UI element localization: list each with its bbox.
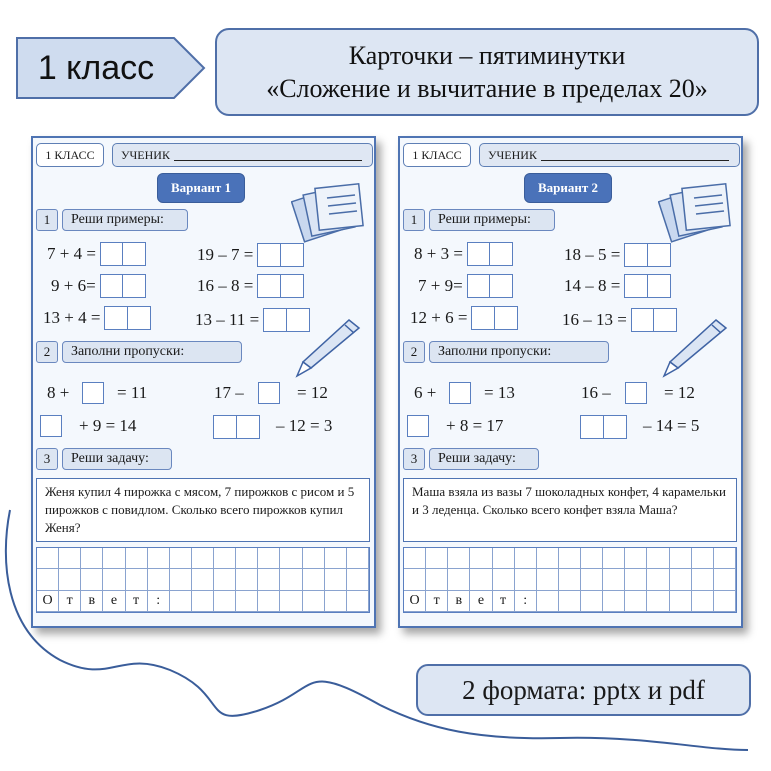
answer-cells[interactable] [467,242,514,266]
answer-letter: : [515,591,537,612]
blank-box[interactable] [407,415,429,437]
worksheet-card-2 [398,136,743,628]
fill-row: 6 + [414,383,437,402]
task-1-number: 1 [36,209,58,231]
example-row: 9 + 6= [51,274,146,298]
fill-result: + 8 = 17 [446,416,504,435]
answer-letter: т [59,591,81,612]
example-row: 7 + 4 = [47,242,146,266]
class-label: 1 КЛАСС [36,143,104,167]
answer-letter: О [37,591,59,612]
answer-letter: : [148,591,170,612]
notebook-icon [291,176,371,246]
fill-result: – 14 = 5 [643,416,700,435]
title-line-1: Карточки – пятиминутки [348,41,626,70]
pen-icon [293,316,363,378]
answer-cells[interactable] [100,274,147,298]
fill-row: 8 + [47,383,70,402]
pen-icon [660,316,730,378]
student-label: УЧЕНИК [488,147,537,162]
fill-result: + 9 = 14 [79,416,137,435]
title-banner [215,28,759,116]
blank-box[interactable] [625,382,647,404]
task-3-label: Реши задачу: [429,448,539,470]
example-row: 13 – 11 = [195,308,310,332]
example-row: 19 – 7 = [197,243,304,267]
task-1-label: Реши примеры: [429,209,555,231]
student-name-line[interactable] [541,150,729,161]
fill-result: = 13 [484,383,515,402]
answer-letter: т [493,591,515,612]
answer-cells[interactable] [257,243,304,267]
fill-result: = 12 [297,383,328,402]
task-2-number: 2 [36,341,58,363]
example-row: 16 – 13 = [562,308,677,332]
answer-letter: в [81,591,103,612]
grade-banner [16,37,206,99]
answer-grid[interactable] [403,547,737,613]
task-3-label: Реши задачу: [62,448,172,470]
answer-letter: т [126,591,148,612]
fill-result: – 12 = 3 [276,416,333,435]
answer-cells[interactable] [104,306,151,330]
example-row: 14 – 8 = [564,274,671,298]
task-3-number: 3 [36,448,58,470]
student-field[interactable] [112,143,373,167]
title-line-2: «Сложение и вычитание в пределах 20» [266,74,708,103]
class-label: 1 КЛАСС [403,143,471,167]
variant-badge: Вариант 1 [157,173,245,203]
fill-row: 17 – [214,383,244,402]
word-problem: Маша взяла из вазы 7 шоколадных конфет, 4 карамельки и 3 леденца. Сколько всего конфет взяла Маша? [403,478,737,542]
task-1-number: 1 [403,209,425,231]
variant-badge: Вариант 2 [524,173,612,203]
answer-cells[interactable] [624,274,671,298]
task-2-label: Заполни пропуски: [429,341,609,363]
example-row: 16 – 8 = [197,274,304,298]
task-3-number: 3 [403,448,425,470]
answer-cells[interactable] [257,274,304,298]
blank-box[interactable] [82,382,104,404]
student-name-line[interactable] [174,150,362,161]
formats-badge: 2 формата: pptx и pdf [416,664,751,716]
worksheet-card-1 [31,136,376,628]
answer-letter: е [103,591,125,612]
blank-box[interactable] [40,415,62,437]
blank-cells[interactable] [213,415,260,439]
example-row: 7 + 9= [418,274,513,298]
example-row: 12 + 6 = [410,306,518,330]
answer-cells[interactable] [467,274,514,298]
blank-cells[interactable] [580,415,627,439]
example-row: 13 + 4 = [43,306,151,330]
answer-letter: т [426,591,448,612]
answer-cells[interactable] [100,242,147,266]
example-row: 8 + 3 = [414,242,513,266]
answer-letter: в [448,591,470,612]
student-label: УЧЕНИК [121,147,170,162]
answer-grid[interactable] [36,547,370,613]
answer-cells[interactable] [471,306,518,330]
example-row: 18 – 5 = [564,243,671,267]
fill-row: 16 – [581,383,611,402]
task-1-label: Реши примеры: [62,209,188,231]
blank-box[interactable] [449,382,471,404]
task-2-label: Заполни пропуски: [62,341,242,363]
word-problem: Женя купил 4 пирожка с мясом, 7 пирожков с рисом и 5 пирожков с повидлом. Сколько всего пирожков купил Женя? [36,478,370,542]
fill-result: = 11 [117,383,148,402]
answer-letter: е [470,591,492,612]
answer-cells[interactable] [624,243,671,267]
notebook-icon [658,176,738,246]
answer-letter: О [404,591,426,612]
fill-result: = 12 [664,383,695,402]
student-field[interactable] [479,143,740,167]
task-2-number: 2 [403,341,425,363]
blank-box[interactable] [258,382,280,404]
grade-label: 1 класс [37,48,155,87]
